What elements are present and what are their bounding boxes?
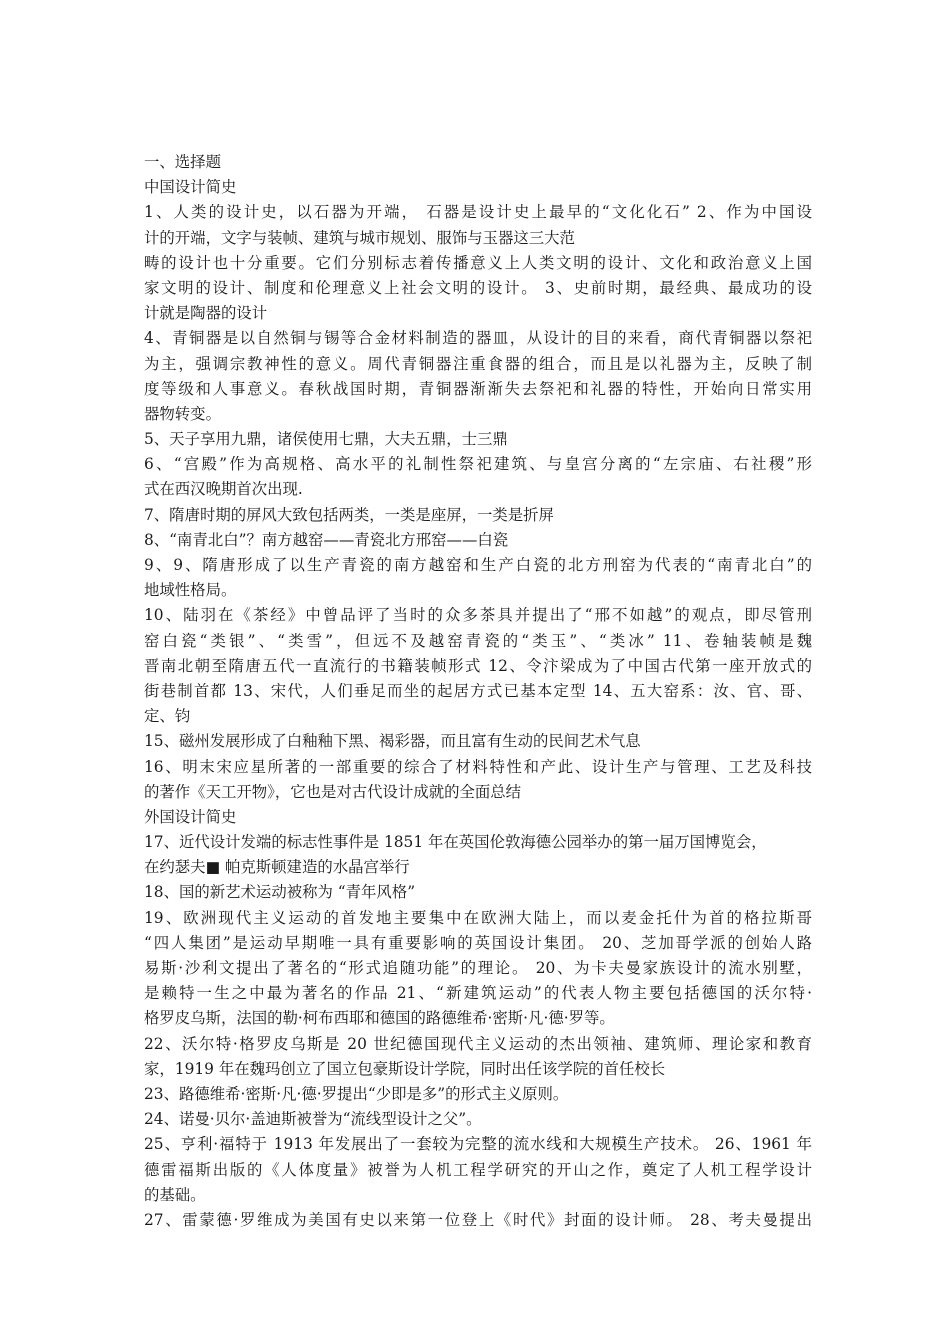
text-line: 15、磁州发展形成了白釉釉下黑、褐彩器，而且富有生动的民间艺术气息 — [144, 732, 641, 751]
text-line: 晋南北朝至隋唐五代一直流行的书籍装帧形式 12、令汴梁成为了中国古代第一座开放式的 — [144, 656, 812, 675]
document-page — [144, 150, 812, 1233]
text-line: 10、陆羽在《茶经》中曾品评了当时的众多茶具并提出了“邢不如越”的观点，即尽管刑 — [144, 606, 812, 625]
text-line: 家文明的设计、制度和伦理意义上社会文明的设计。 3、史前时期，最经典、最成功的设 — [144, 278, 812, 297]
section-heading: 一、选择题 — [144, 153, 221, 171]
text-line: 5、天子享用九鼎，诸侯使用七鼎，大夫五鼎，士三鼎 — [144, 430, 508, 449]
text-line: 为主，强调宗教神性的意义。周代青铜器注重食器的组合，而且是以礼器为主，反映了制 — [144, 354, 812, 373]
text-line: 22、沃尔特·格罗皮乌斯是 20 世纪德国现代主义运动的杰出领袖、建筑师、理论家和教育 — [144, 1034, 812, 1053]
text-line: 19、欧洲现代主义运动的首发地主要集中在欧洲大陆上，而以麦金托什为首的格拉斯哥 — [144, 908, 812, 927]
text-line: 街巷制首都 13、宋代，人们垂足而坐的起居方式已基本定型 14、五大窑系：汝、官、哥、 — [144, 681, 812, 700]
text-line: 1、人类的设计史，以石器为开端， 石器是设计史上最早的“文化化石” 2、作为中国设 — [144, 203, 812, 222]
text-line: 地域性格局。 — [144, 581, 237, 600]
text-line: 格罗皮乌斯，法国的勒·柯布西耶和德国的路德维希·密斯·凡·德·罗等。 — [144, 1009, 615, 1028]
text-line: 9、9、隋唐形成了以生产青瓷的南方越窑和生产白瓷的北方刑窑为代表的“南青北白”的 — [144, 556, 812, 574]
text-line: 25、亨利·福特于 1913 年发展出了一套较为完整的流水线和大规模生产技术。 26、1961 年 — [144, 1135, 812, 1154]
text-line: 7、隋唐时期的屏风大致包括两类，一类是座屏，一类是折屏 — [144, 505, 554, 524]
text-line: 计的开端，文字与装帧、建筑与城市规划、服饰与玉器这三大范 — [144, 228, 575, 247]
text-line: 器物转变。 — [144, 404, 221, 423]
text-line: 易斯·沙利文提出了著名的“形式追随功能”的理论。 20、为卡夫曼家族设计的流水别墅， — [144, 959, 812, 977]
text-line: 17、近代设计发端的标志性事件是 1851 年在英国伦敦海德公园举办的第一届万国博览会， — [144, 833, 767, 852]
text-line: 6、“宫殿”作为高规格、高水平的礼制性祭祀建筑、与皇宫分离的“左宗庙、右社稷”形 — [144, 455, 812, 474]
text-line: 畴的设计也十分重要。它们分别标志着传播意义上人类文明的设计、文化和政治意义上国 — [144, 253, 812, 272]
text-line: 16、明末宋应星所著的一部重要的综合了材料特性和产此、设计生产与管理、工艺及科技 — [144, 757, 812, 776]
text-line: 18、国的新艺术运动被称为 “青年风格” — [144, 883, 416, 902]
text-line: 23、路德维希·密斯·凡·德·罗提出“少即是多”的形式主义原则。 — [144, 1084, 569, 1103]
text-line: 27、雷蒙德·罗维成为美国有史以来第一位登上《时代》封面的设计师。 28、考夫曼提出 — [144, 1210, 812, 1229]
text-line: 4、青铜器是以自然铜与锡等合金材料制造的器皿，从设计的目的来看，商代青铜器以祭祀 — [144, 329, 812, 348]
text-line: 的著作《天工开物》，它也是对古代设计成就的全面总结 — [144, 782, 522, 801]
subsection-heading: 外国设计简史 — [144, 807, 237, 826]
subsection-heading: 中国设计简史 — [144, 178, 237, 197]
text-line: 定、钧 — [144, 707, 191, 726]
text-line: 家，1919 年在魏玛创立了国立包豪斯设计学院，同时出任该学院的首任校长 — [144, 1059, 666, 1078]
text-line: 窑白瓷“类银”、“类雪”，但远不及越窑青瓷的“类玉”、“类冰” 11、卷轴装帧是魏 — [144, 631, 812, 650]
text-line: 是赖特一生之中最为著名的作品 21、“新建筑运动”的代表人物主要包括德国的沃尔特· — [144, 984, 812, 1003]
text-line: 度等级和人事意义。春秋战国时期，青铜器渐渐失去祭祀和礼器的特性，开始向日常实用 — [144, 379, 812, 398]
text-line: 在约瑟夫■ 帕克斯顿建造的水晶宫举行 — [144, 858, 410, 877]
text-line: “四人集团”是运动早期唯一具有重要影响的英国设计集团。 20、芝加哥学派的创始人路 — [144, 933, 812, 952]
text-line: 24、诺曼·贝尔·盖迪斯被誉为“流线型设计之父”。 — [144, 1110, 482, 1129]
text-line: 8、“南青北白”？南方越窑——青瓷北方邢窑——白瓷 — [144, 530, 509, 549]
text-line: 式在西汉晚期首次出现. — [144, 480, 303, 499]
text-line: 计就是陶器的设计 — [144, 304, 268, 323]
text-line: 的基础。 — [144, 1185, 206, 1204]
text-line: 德雷福斯出版的《人体度量》被誉为人机工程学研究的开山之作，奠定了人机工程学设计 — [144, 1160, 812, 1179]
